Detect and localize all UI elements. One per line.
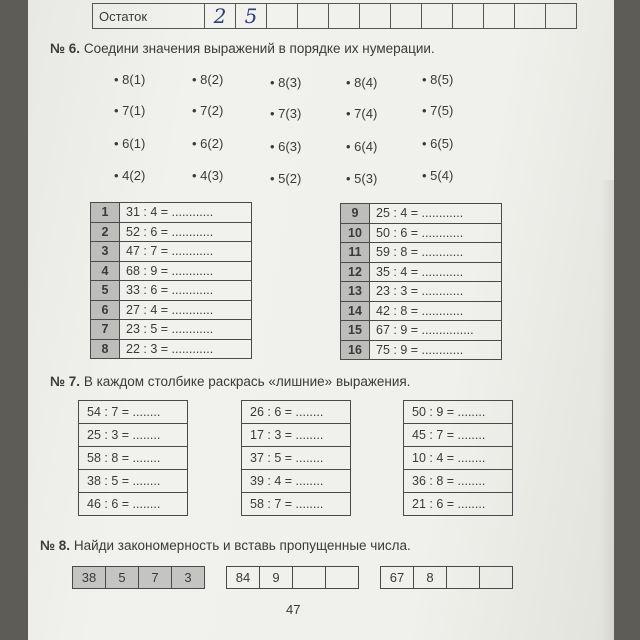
remainder-cell: [391, 4, 422, 29]
expression-text[interactable]: 31 : 4 = ............: [120, 203, 252, 223]
expression-text[interactable]: 22 : 3 = ............: [120, 339, 252, 359]
remainder-cell: [453, 4, 484, 29]
task6-text: Соедини значения выражений в порядке их нумерации.: [83, 41, 435, 56]
sequence-cell: 9: [260, 567, 293, 589]
column-expression[interactable]: 25 : 3 = ........: [79, 424, 188, 447]
dot-marker: •: [270, 139, 279, 154]
expression-text[interactable]: 59 : 8 = ............: [370, 243, 502, 263]
remainder-cell: [422, 4, 453, 29]
dot-point: [192, 103, 223, 118]
task6-heading: [50, 41, 435, 56]
expression-text[interactable]: 33 : 6 = ............: [120, 281, 252, 301]
expression-number: 11: [341, 243, 370, 263]
remainder-cell: [515, 4, 546, 29]
column-expression[interactable]: 50 : 9 = ........: [404, 401, 513, 424]
dot-marker: •: [270, 171, 279, 186]
column-row: [404, 470, 513, 493]
dot-marker: •: [346, 139, 355, 154]
column-row: [242, 401, 351, 424]
column-expression[interactable]: 10 : 4 = ........: [404, 447, 513, 470]
dot-marker: •: [346, 106, 355, 121]
dot-marker: •: [270, 106, 279, 121]
column-expression[interactable]: 21 : 6 = ........: [404, 493, 513, 516]
sequence-blank-cell[interactable]: [447, 567, 480, 589]
dot-marker: •: [192, 103, 201, 118]
expression-column-2: [241, 400, 351, 516]
expression-number: 13: [341, 282, 370, 302]
task8-heading: [40, 538, 411, 553]
dot-label: 7(1): [122, 103, 146, 118]
column-expression[interactable]: 45 : 7 = ........: [404, 424, 513, 447]
expression-row: [341, 301, 502, 321]
column-expression[interactable]: 26 : 6 = ........: [242, 401, 351, 424]
expression-table-right: [340, 203, 502, 360]
sequence-blank-cell[interactable]: [293, 567, 326, 589]
dot-marker: •: [114, 103, 123, 118]
remainder-cell: [484, 4, 515, 29]
column-expression[interactable]: 58 : 8 = ........: [79, 447, 188, 470]
dot-point: [422, 103, 453, 118]
sequence-cell: 7: [139, 567, 172, 589]
dot-label: 4(3): [200, 168, 224, 183]
column-expression[interactable]: 17 : 3 = ........: [242, 424, 351, 447]
dot-label: 5(2): [278, 171, 302, 186]
dot-label: 6(5): [430, 136, 454, 151]
sequence-blank-cell[interactable]: [326, 567, 359, 589]
remainder-cell: [267, 4, 298, 29]
dot-label: 5(3): [354, 171, 378, 186]
dot-marker: •: [114, 72, 123, 87]
sequence-cell: 38: [73, 567, 106, 589]
sequence-row-2: [226, 566, 359, 589]
dot-marker: •: [422, 136, 431, 151]
expression-row: [91, 339, 252, 359]
remainder-value: 5: [236, 4, 267, 29]
sequence-blank-cell[interactable]: [480, 567, 513, 589]
dot-label: 6(4): [354, 139, 378, 154]
dot-point: [192, 136, 223, 151]
dot-marker: •: [114, 168, 123, 183]
expression-number: 9: [341, 204, 370, 224]
dot-marker: •: [346, 75, 355, 90]
dot-marker: •: [270, 75, 279, 90]
task7-number: № 7.: [50, 374, 81, 389]
expression-text[interactable]: 47 : 7 = ............: [120, 242, 252, 262]
expression-number: 15: [341, 321, 370, 341]
column-row: [79, 424, 188, 447]
sequence-row-1: [72, 566, 205, 589]
expression-number: 16: [341, 340, 370, 360]
expression-text[interactable]: 75 : 9 = ............: [370, 340, 502, 360]
expression-number: 5: [91, 281, 120, 301]
dot-label: 8(1): [122, 72, 146, 87]
dot-label: 7(4): [354, 106, 378, 121]
expression-row: [91, 281, 252, 301]
dot-point: [270, 75, 301, 90]
task7-text: В каждом столбике раскрась «лишние» выражения.: [83, 374, 411, 389]
expression-row: [341, 282, 502, 302]
sequence-cell: 8: [414, 567, 447, 589]
column-row: [242, 447, 351, 470]
expression-row: [91, 242, 252, 262]
dot-point: [114, 168, 145, 183]
expression-number: 6: [91, 300, 120, 320]
expression-row: [91, 300, 252, 320]
expression-text[interactable]: 42 : 8 = ............: [370, 301, 502, 321]
task7-heading: [50, 374, 410, 389]
dot-point: [346, 171, 377, 186]
dot-label: 6(1): [122, 136, 146, 151]
expression-number: 14: [341, 301, 370, 321]
column-expression[interactable]: 36 : 8 = ........: [404, 470, 513, 493]
expression-number: 2: [91, 222, 120, 242]
column-row: [404, 424, 513, 447]
expression-row: [91, 261, 252, 281]
dot-point: [346, 106, 377, 121]
dot-label: 8(2): [200, 72, 224, 87]
page-number: 47: [286, 602, 301, 617]
column-row: [404, 401, 513, 424]
expression-number: 7: [91, 320, 120, 340]
dot-point: [422, 168, 453, 183]
expression-row: [341, 223, 502, 243]
remainder-label: Остаток: [93, 4, 205, 29]
column-expression[interactable]: 54 : 7 = ........: [79, 401, 188, 424]
expression-table-left: [90, 202, 252, 359]
dot-marker: •: [422, 103, 431, 118]
expression-text[interactable]: 68 : 9 = ............: [120, 261, 252, 281]
sequence-cell: 67: [381, 567, 414, 589]
dot-point: [346, 139, 377, 154]
sequence-cell: 5: [106, 567, 139, 589]
expression-number: 4: [91, 261, 120, 281]
dot-marker: •: [346, 171, 355, 186]
expression-row: [91, 222, 252, 242]
expression-number: 10: [341, 223, 370, 243]
remainder-table: [92, 3, 577, 29]
dot-marker: •: [114, 136, 123, 151]
expression-number: 1: [91, 203, 120, 223]
expression-text[interactable]: 50 : 6 = ............: [370, 223, 502, 243]
dot-point: [346, 75, 377, 90]
dot-point: [114, 103, 145, 118]
dot-label: 6(2): [200, 136, 224, 151]
dot-marker: •: [192, 136, 201, 151]
expression-row: [91, 320, 252, 340]
remainder-cell: [546, 4, 577, 29]
dot-point: [422, 136, 453, 151]
dot-label: 7(2): [200, 103, 224, 118]
dot-point: [270, 106, 301, 121]
column-expression[interactable]: 46 : 6 = ........: [79, 493, 188, 516]
dot-marker: •: [192, 72, 201, 87]
dot-point: [192, 168, 223, 183]
dot-marker: •: [422, 168, 431, 183]
column-row: [79, 470, 188, 493]
column-row: [404, 493, 513, 516]
column-row: [242, 424, 351, 447]
expression-number: 3: [91, 242, 120, 262]
dot-point: [192, 72, 223, 87]
remainder-row: [93, 4, 577, 29]
dot-point: [114, 72, 145, 87]
sequence-cell: 84: [227, 567, 260, 589]
dot-label: 6(3): [278, 139, 302, 154]
dot-label: 8(5): [430, 72, 454, 87]
dot-point: [270, 139, 301, 154]
expression-row: [341, 243, 502, 263]
column-row: [404, 447, 513, 470]
column-row: [79, 401, 188, 424]
column-row: [242, 493, 351, 516]
dot-point: [270, 171, 301, 186]
expression-text[interactable]: 23 : 5 = ............: [120, 320, 252, 340]
sequence-cell: 3: [172, 567, 205, 589]
expression-text[interactable]: 23 : 3 = ............: [370, 282, 502, 302]
dot-point: [422, 72, 453, 87]
page-fold-shadow: [600, 180, 614, 640]
dot-marker: •: [422, 72, 431, 87]
dot-label: 8(4): [354, 75, 378, 90]
remainder-cell: [298, 4, 329, 29]
column-expression[interactable]: 37 : 5 = ........: [242, 447, 351, 470]
dot-label: 7(3): [278, 106, 302, 121]
task6-number: № 6.: [50, 41, 81, 56]
expression-column-3: [403, 400, 513, 516]
expression-row: [341, 321, 502, 341]
expression-row: [341, 204, 502, 224]
expression-text[interactable]: 52 : 6 = ............: [120, 222, 252, 242]
expression-row: [341, 262, 502, 282]
expression-row: [341, 340, 502, 360]
expression-number: 8: [91, 339, 120, 359]
dot-label: 5(4): [430, 168, 454, 183]
dot-label: 4(2): [122, 168, 146, 183]
remainder-cell: [329, 4, 360, 29]
dot-marker: •: [192, 168, 201, 183]
dot-point: [114, 136, 145, 151]
expression-number: 12: [341, 262, 370, 282]
dot-label: 8(3): [278, 75, 302, 90]
expression-text[interactable]: 67 : 9 = ...............: [370, 321, 502, 341]
workbook-page: [28, 0, 614, 640]
column-row: [242, 470, 351, 493]
column-row: [79, 447, 188, 470]
expression-text[interactable]: 27 : 4 = ............: [120, 300, 252, 320]
column-expression[interactable]: 38 : 5 = ........: [79, 470, 188, 493]
expression-row: [91, 203, 252, 223]
remainder-value: 2: [205, 4, 236, 29]
task8-text: Найди закономерность и вставь пропущенные числа.: [73, 538, 411, 553]
sequence-row-3: [380, 566, 513, 589]
expression-text[interactable]: 35 : 4 = ............: [370, 262, 502, 282]
expression-column-1: [78, 400, 188, 516]
expression-text[interactable]: 25 : 4 = ............: [370, 204, 502, 224]
column-row: [79, 493, 188, 516]
remainder-cell: [360, 4, 391, 29]
task8-number: № 8.: [40, 538, 71, 553]
dot-label: 7(5): [430, 103, 454, 118]
column-expression[interactable]: 39 : 4 = ........: [242, 470, 351, 493]
column-expression[interactable]: 58 : 7 = ........: [242, 493, 351, 516]
